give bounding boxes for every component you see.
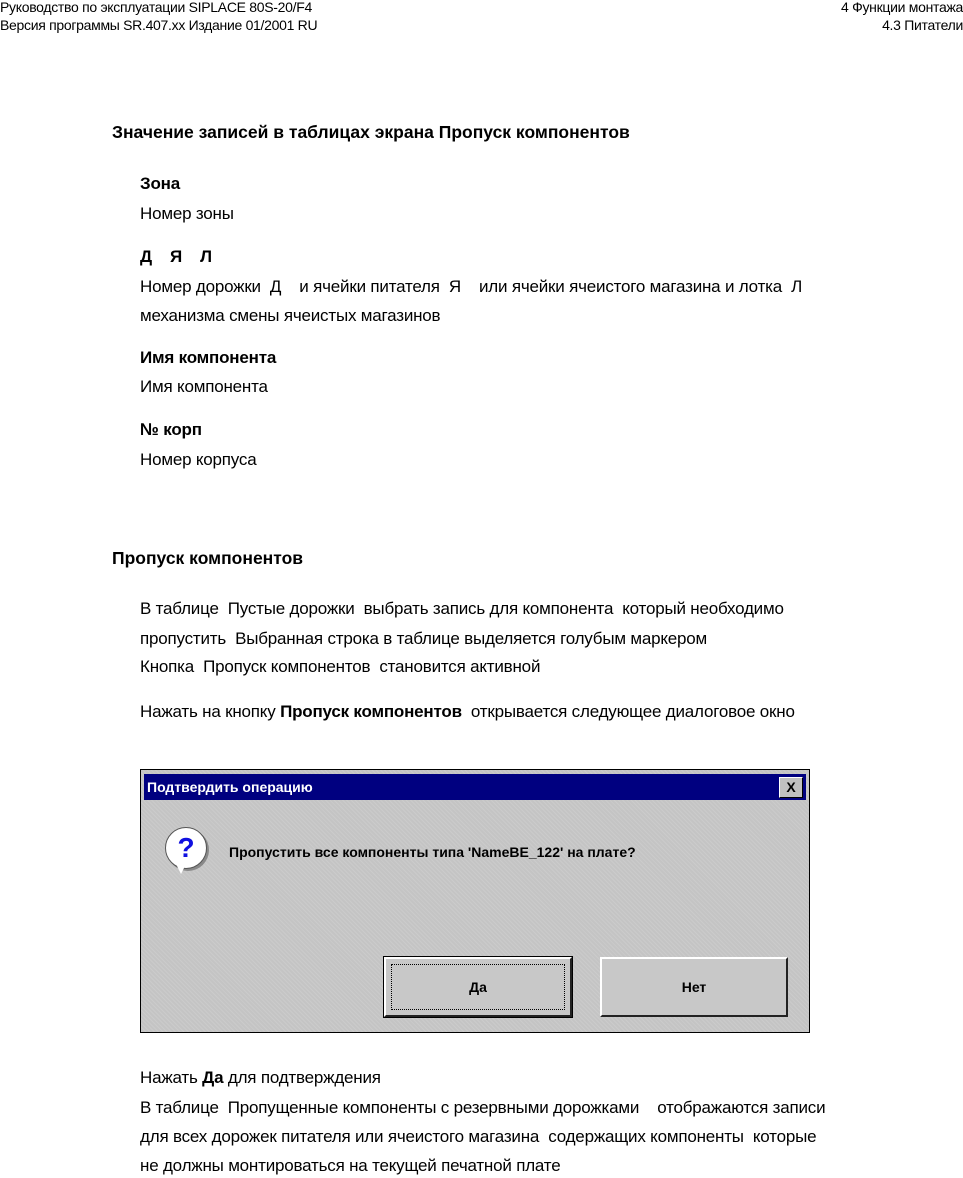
para3-text-end: для подтверждения (223, 1068, 381, 1087)
section-title: Значение записей в таблицах экрана Пропуск компонентов (112, 122, 630, 142)
para3-text: Нажать (140, 1068, 203, 1087)
para3 (140, 1068, 381, 1088)
term-component-name: Имя компонента (140, 348, 277, 367)
para4-line3: не должны монтироваться на текущей печатной плате (140, 1156, 561, 1175)
para2 (140, 702, 795, 722)
desc-track-2: механизма смены ячеистых магазинов (140, 306, 441, 325)
desc-track-1: Номер дорожки Д и ячейки питателя Я или ячейки ячеистого магазина и лотка Л (140, 277, 803, 296)
para4-line1: В таблице Пропущенные компоненты с резервными дорожками отображаются записи (140, 1098, 826, 1117)
yes-label: Да (469, 979, 487, 995)
no-button[interactable]: Нет (600, 957, 788, 1017)
close-icon[interactable]: X (779, 777, 803, 798)
para3-bold: Да (202, 1068, 224, 1087)
header-version: Версия программы SR.407.xx Издание 01/2001 RU (0, 17, 318, 33)
question-icon-tail (175, 862, 187, 874)
section2-title: Пропуск компонентов (112, 548, 304, 568)
desc-zone: Номер зоны (140, 204, 234, 223)
desc-component-name: Имя компонента (140, 377, 268, 396)
para4-line2: для всех дорожек питателя или ячеистого магазина содержащих компоненты которые (140, 1127, 817, 1146)
term-zone: Зона (140, 174, 180, 193)
para1-line1: В таблице Пустые дорожки выбрать запись для компонента который необходимо (140, 599, 784, 618)
para2-text: Нажать на кнопку (140, 702, 281, 721)
dialog-title: Подтвердить операцию (147, 779, 313, 795)
term-package: № корп (140, 420, 202, 439)
term-track: Д Я Л (140, 247, 212, 266)
para2-bold: Пропуск компонентов (280, 702, 462, 721)
header-chapter: 4 Функции монтажа (841, 0, 963, 15)
dialog-titlebar (144, 774, 806, 800)
confirm-dialog (140, 769, 810, 1033)
para1-line2: пропустить Выбранная строка в таблице выделяется голубым маркером (140, 629, 708, 648)
header-manual-title: Руководство по эксплуатации SIPLACE 80S-20/F4 (0, 0, 312, 15)
dialog-message: Пропустить все компоненты типа 'NameBE_122' на плате? (229, 844, 636, 860)
para2-text-end: открывается следующее диалоговое окно (461, 702, 795, 721)
header-subchapter: 4.3 Питатели (882, 17, 963, 33)
desc-package: Номер корпуса (140, 450, 257, 469)
question-icon: ? (165, 827, 207, 869)
para1-line3: Кнопка Пропуск компонентов становится активной (140, 657, 541, 676)
yes-button[interactable] (384, 957, 572, 1017)
